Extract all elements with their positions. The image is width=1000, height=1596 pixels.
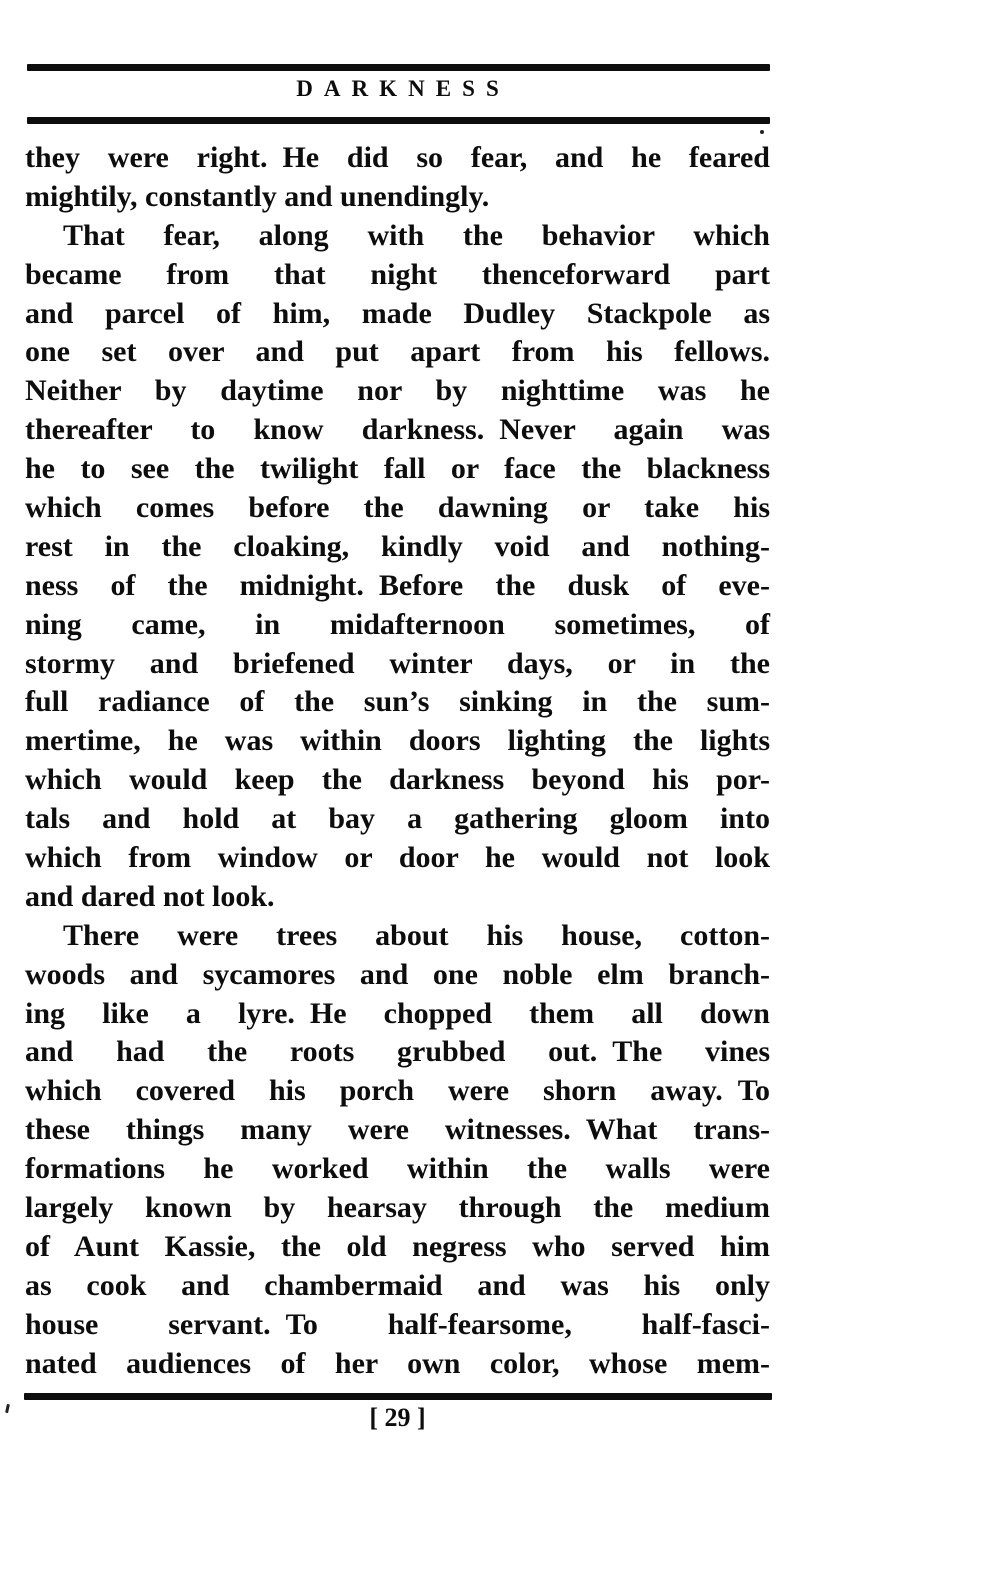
text-line: formations he worked within the walls were <box>25 1152 770 1186</box>
text-line: nated audiences of her own color, whose mem- <box>25 1346 770 1380</box>
text-line: as cook and chambermaid and was his only <box>25 1268 770 1302</box>
text-line: largely known by hearsay through the medium <box>25 1191 770 1225</box>
text-line: mertime, he was within doors lighting the lights <box>25 724 770 758</box>
text-line: There were trees about his house, cotton- <box>63 918 770 952</box>
body-text-block <box>25 139 770 1384</box>
text-line: mightily, constantly and unendingly. <box>25 179 490 213</box>
text-line: which from window or door he would not look <box>25 841 770 875</box>
text-line: they were right. He did so fear, and he feared <box>25 141 770 174</box>
text-line: which comes before the dawning or take his <box>25 491 770 525</box>
text-line: woods and sycamores and one noble elm branch- <box>25 957 770 991</box>
scan-artifact-dot <box>760 130 764 134</box>
text-line: one set over and put apart from his fellows. <box>25 335 770 369</box>
header-rule-bottom <box>27 117 770 124</box>
text-line: ning came, in midafternoon sometimes, of <box>25 607 770 641</box>
text-line: stormy and briefened winter days, or in the <box>25 646 770 680</box>
text-line: full radiance of the sun’s sinking in the sum- <box>25 685 770 719</box>
scan-artifact-mark <box>5 1404 10 1413</box>
text-line: rest in the cloaking, kindly void and nothing- <box>25 529 770 563</box>
page-number: [ 29 ] <box>369 1403 426 1432</box>
text-line: he to see the twilight fall or face the blackness <box>25 452 770 486</box>
text-line: That fear, along with the behavior which <box>63 218 770 252</box>
text-line: of Aunt Kassie, the old negress who served him <box>25 1229 770 1263</box>
text-line: and dared not look. <box>25 879 275 913</box>
text-line: ing like a lyre. He chopped them all down <box>25 996 770 1030</box>
text-line: which would keep the darkness beyond his por- <box>25 763 770 797</box>
text-line: tals and hold at bay a gathering gloom into <box>25 802 770 836</box>
header-rule-top <box>27 64 770 71</box>
text-line: and had the roots grubbed out. The vines <box>25 1035 770 1069</box>
text-line: thereafter to know darkness. Never again was <box>25 413 770 447</box>
text-line: and parcel of him, made Dudley Stackpole as <box>25 296 770 330</box>
text-line: ness of the midnight. Before the dusk of eve- <box>25 568 770 602</box>
text-line: Neither by daytime nor by nighttime was he <box>25 374 770 408</box>
text-line: which covered his porch were shorn away. To <box>25 1074 770 1108</box>
footer-rule <box>24 1393 772 1400</box>
text-line: these things many were witnesses. What trans- <box>25 1113 770 1147</box>
text-line: became from that night thenceforward part <box>25 257 770 291</box>
page-title: DARKNESS <box>296 76 510 101</box>
text-line: house servant. To half-fearsome, half-fasci- <box>25 1307 770 1341</box>
